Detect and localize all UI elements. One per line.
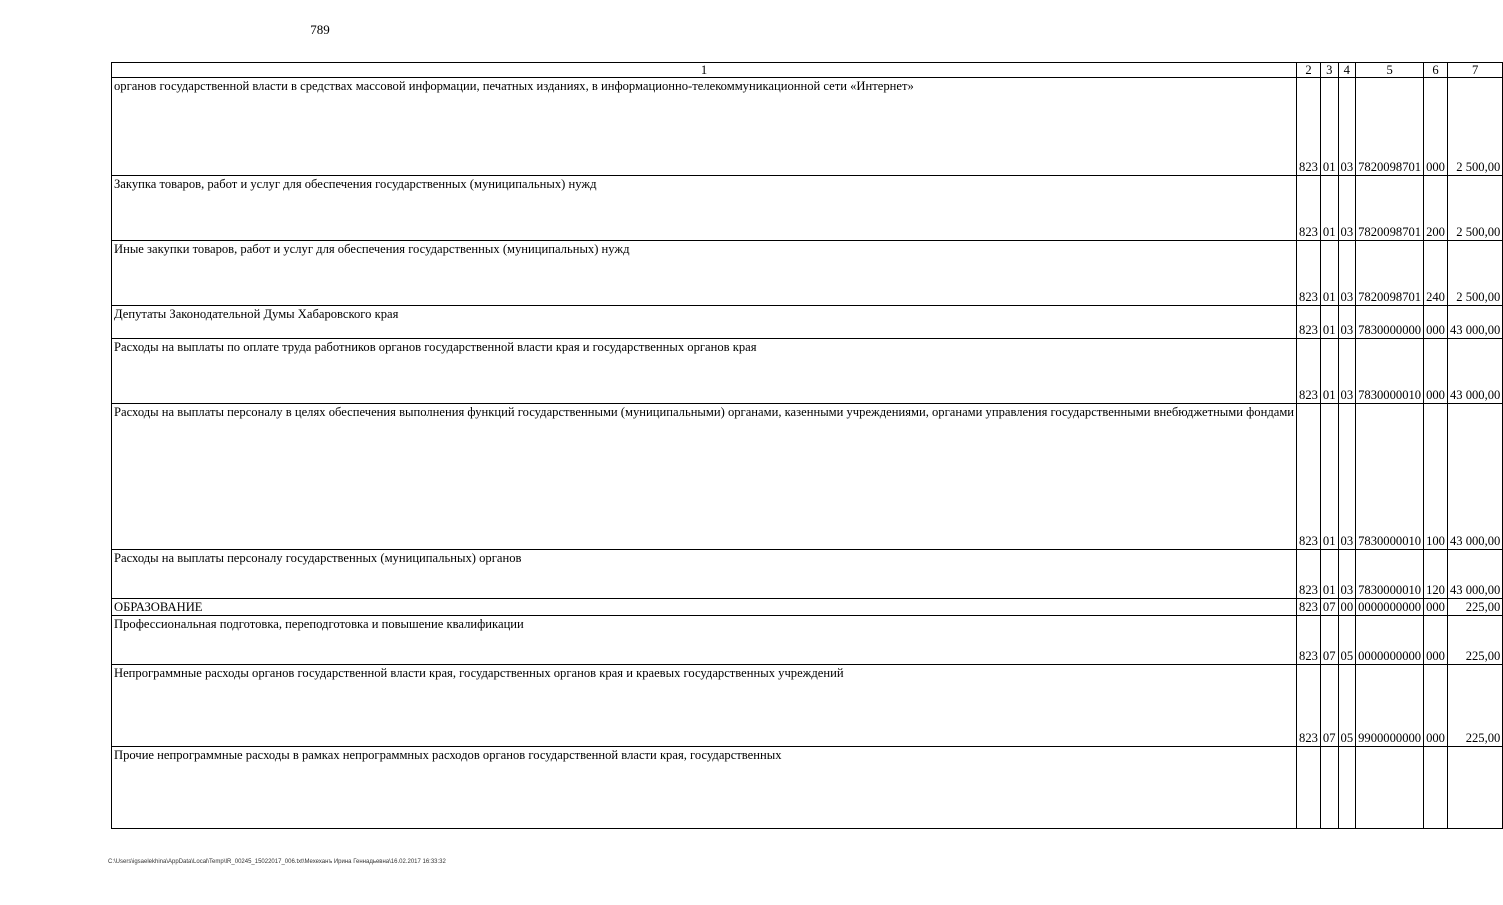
target-code: 7820098701 (1356, 78, 1424, 176)
expense-name: Прочие непрограммные расходы в рамках непрограммных расходов органов государственной власти края, государственных (112, 747, 1297, 829)
subsection-code: 00 (1338, 599, 1356, 616)
table-row (112, 78, 1503, 176)
table-row (112, 665, 1503, 747)
expense-type-code: 000 (1424, 599, 1448, 616)
ministry-code: 823 (1297, 404, 1321, 550)
subsection-code: 03 (1338, 550, 1356, 599)
amount (1447, 747, 1502, 829)
table-row (112, 339, 1503, 404)
expense-name: Непрограммные расходы органов государственной власти края, государственных органов края и краевых государственных учреждений (112, 665, 1297, 747)
expense-type-code: 000 (1424, 339, 1448, 404)
target-code (1356, 747, 1424, 829)
budget-table (111, 62, 1503, 829)
expense-name: Депутаты Законодательной Думы Хабаровского края (112, 306, 1297, 339)
target-code: 7830000010 (1356, 550, 1424, 599)
expense-type-code: 000 (1424, 306, 1448, 339)
expense-type-code: 100 (1424, 404, 1448, 550)
target-code: 9900000000 (1356, 665, 1424, 747)
amount: 225,00 (1447, 616, 1502, 665)
header-row (112, 63, 1503, 78)
ministry-code: 823 (1297, 665, 1321, 747)
target-code: 7830000000 (1356, 306, 1424, 339)
amount: 43 000,00 (1447, 306, 1502, 339)
table-row (112, 616, 1503, 665)
table-row (112, 550, 1503, 599)
subsection-code: 05 (1338, 616, 1356, 665)
target-code: 7820098701 (1356, 176, 1424, 241)
section-code: 07 (1320, 599, 1338, 616)
expense-type-code: 000 (1424, 665, 1448, 747)
amount: 43 000,00 (1447, 339, 1502, 404)
ministry-code: 823 (1297, 339, 1321, 404)
expense-name: Расходы на выплаты персоналу государственных (муниципальных) органов (112, 550, 1297, 599)
column-header: 2 (1297, 63, 1321, 78)
table-row (112, 306, 1503, 339)
section-code: 07 (1320, 616, 1338, 665)
page-number: 789 (310, 22, 330, 37)
target-code: 7820098701 (1356, 241, 1424, 306)
ministry-code: 823 (1297, 550, 1321, 599)
expense-type-code: 200 (1424, 176, 1448, 241)
section-code: 01 (1320, 176, 1338, 241)
amount: 225,00 (1447, 599, 1502, 616)
column-header: 3 (1320, 63, 1338, 78)
subsection-code: 03 (1338, 306, 1356, 339)
section-code: 01 (1320, 241, 1338, 306)
ministry-code: 823 (1297, 78, 1321, 176)
subsection-code: 03 (1338, 78, 1356, 176)
table-row (112, 747, 1503, 829)
expense-name: Иные закупки товаров, работ и услуг для обеспечения государственных (муниципальных) нужд (112, 241, 1297, 306)
target-code: 7830000010 (1356, 339, 1424, 404)
section-code: 01 (1320, 550, 1338, 599)
column-header: 6 (1424, 63, 1448, 78)
expense-type-code (1424, 747, 1448, 829)
section-code: 01 (1320, 306, 1338, 339)
section-code: 01 (1320, 339, 1338, 404)
ministry-code: 823 (1297, 241, 1321, 306)
expense-type-code: 240 (1424, 241, 1448, 306)
expense-type-code: 000 (1424, 616, 1448, 665)
section-code: 01 (1320, 78, 1338, 176)
amount: 225,00 (1447, 665, 1502, 747)
ministry-code (1297, 747, 1321, 829)
table-row (112, 404, 1503, 550)
expense-name: органов государственной власти в средствах массовой информации, печатных изданиях, в информационно-телекоммуникационной сети «Интернет» (112, 78, 1297, 176)
subsection-code: 03 (1338, 176, 1356, 241)
expense-name: Профессиональная подготовка, переподготовка и повышение квалификации (112, 616, 1297, 665)
subsection-code: 05 (1338, 665, 1356, 747)
column-header: 7 (1447, 63, 1502, 78)
subsection-code: 03 (1338, 339, 1356, 404)
amount: 2 500,00 (1447, 176, 1502, 241)
target-code: 7830000010 (1356, 404, 1424, 550)
amount: 43 000,00 (1447, 550, 1502, 599)
ministry-code: 823 (1297, 616, 1321, 665)
subsection-code: 03 (1338, 241, 1356, 306)
amount: 43 000,00 (1447, 404, 1502, 550)
target-code: 0000000000 (1356, 599, 1424, 616)
expense-name: Расходы на выплаты по оплате труда работников органов государственной власти края и государственных органов края (112, 339, 1297, 404)
expense-name: ОБРАЗОВАНИЕ (112, 599, 1297, 616)
column-header: 1 (112, 63, 1297, 78)
expense-name: Закупка товаров, работ и услуг для обеспечения государственных (муниципальных) нужд (112, 176, 1297, 241)
table-row (112, 241, 1503, 306)
expense-type-code: 120 (1424, 550, 1448, 599)
file-path-footer: C:\Users\igsaelekhina\AppData\Local\Temp\IR_00245_15022017_006.txt\Мехеханъ Ирина Геннадьевна\16.02.2017 16:33:32 (108, 859, 446, 865)
table-row (112, 176, 1503, 241)
ministry-code: 823 (1297, 306, 1321, 339)
subsection-code (1338, 747, 1356, 829)
table-row (112, 599, 1503, 616)
expense-type-code: 000 (1424, 78, 1448, 176)
expense-name: Расходы на выплаты персоналу в целях обеспечения выполнения функций государственными (муниципальными) органами, казенными учреждениями, органами управления государственными внебюджетными фондами (112, 404, 1297, 550)
column-header: 5 (1356, 63, 1424, 78)
amount: 2 500,00 (1447, 241, 1502, 306)
ministry-code: 823 (1297, 599, 1321, 616)
section-code: 07 (1320, 665, 1338, 747)
subsection-code: 03 (1338, 404, 1356, 550)
section-code: 01 (1320, 404, 1338, 550)
amount: 2 500,00 (1447, 78, 1502, 176)
column-header: 4 (1338, 63, 1356, 78)
ministry-code: 823 (1297, 176, 1321, 241)
target-code: 0000000000 (1356, 616, 1424, 665)
section-code (1320, 747, 1338, 829)
